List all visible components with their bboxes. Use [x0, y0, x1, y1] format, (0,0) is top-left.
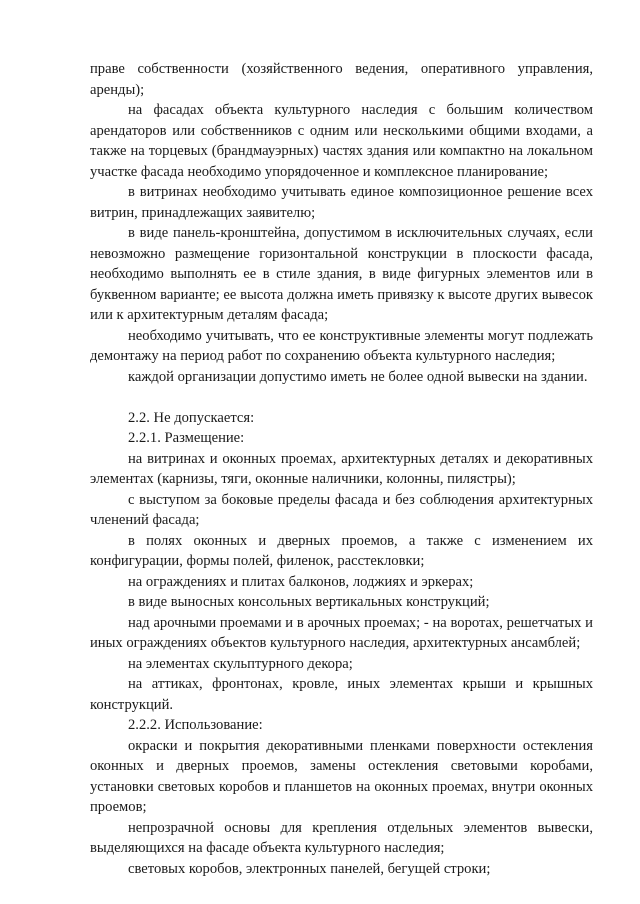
paragraph: на фасадах объекта культурного наследия с большим количеством арендаторов или собственников с одним или несколькими общими входами, а также на торцевых (брандмауэрных) частях здания или компактно на локальном участке фасада необходимо упорядоченное и комплексное планирование;	[90, 102, 593, 180]
paragraph-continuation: праве собственности (хозяйственного ведения, оперативного управления, аренды);	[90, 61, 593, 98]
paragraph: необходимо учитывать, что ее конструктивные элементы могут подлежать демонтажу на период работ по сохранению объекта культурного наследия;	[90, 327, 593, 364]
list-item: на ограждениях и плитах балконов, лоджиях и эркерах;	[128, 573, 474, 590]
list-item: на витринах и оконных проемах, архитектурных деталях и декоративных элементах (карнизы, тяги, оконные наличники, колонны, пилястры);	[90, 450, 593, 487]
list-item: на аттиках, фронтонах, кровле, иных элементах крыши и крышных конструкций.	[90, 676, 593, 713]
list-item: световых коробов, электронных панелей, бегущей строки;	[128, 860, 491, 877]
section-heading: 2.2. Не допускается:	[128, 409, 255, 426]
paragraph: в виде панель-кронштейна, допустимом в исключительных случаях, если невозможно размещение горизонтальной конструкции в плоскости фасада, необходимо выполнять ее в стиле здания, в виде фигурных элементов или в буквенном варианте; ее высота должна иметь привязку к высоте других вывесок или к архитектурным деталям фасада;	[90, 225, 593, 323]
paragraph: каждой организации допустимо иметь не более одной вывески на здании.	[128, 368, 588, 385]
subsection-heading: 2.2.2. Использование:	[128, 717, 263, 733]
paragraph: в витринах необходимо учитывать единое композиционное решение всех витрин, принадлежащих заявителю;	[90, 184, 593, 221]
subsection-heading: 2.2.1. Размещение:	[128, 430, 245, 446]
list-item: непрозрачной основы для крепления отдельных элементов вывески, выделяющихся на фасаде объекта культурного наследия;	[90, 819, 593, 856]
list-item: на элементах скульптурного декора;	[128, 655, 353, 672]
document-body	[90, 59, 593, 879]
section-spacer	[90, 387, 593, 408]
list-item: с выступом за боковые пределы фасада и без соблюдения архитектурных членений фасада;	[90, 491, 593, 528]
list-item: над арочными проемами и в арочных проемах; - на воротах, решетчатых и иных ограждениях объектов культурного наследия, архитектурных ансамблей;	[90, 614, 593, 651]
list-item: окраски и покрытия декоративными пленками поверхности остекления оконных и дверных проемов, замены остекления световыми коробами, установки световых коробов и планшетов на оконных проемах, внутри оконных проемов;	[90, 737, 593, 815]
list-item: в виде выносных консольных вертикальных конструкций;	[128, 594, 490, 610]
list-item: в полях оконных и дверных проемов, а также с изменением их конфигурации, формы полей, филенок, расстекловки;	[90, 532, 593, 569]
